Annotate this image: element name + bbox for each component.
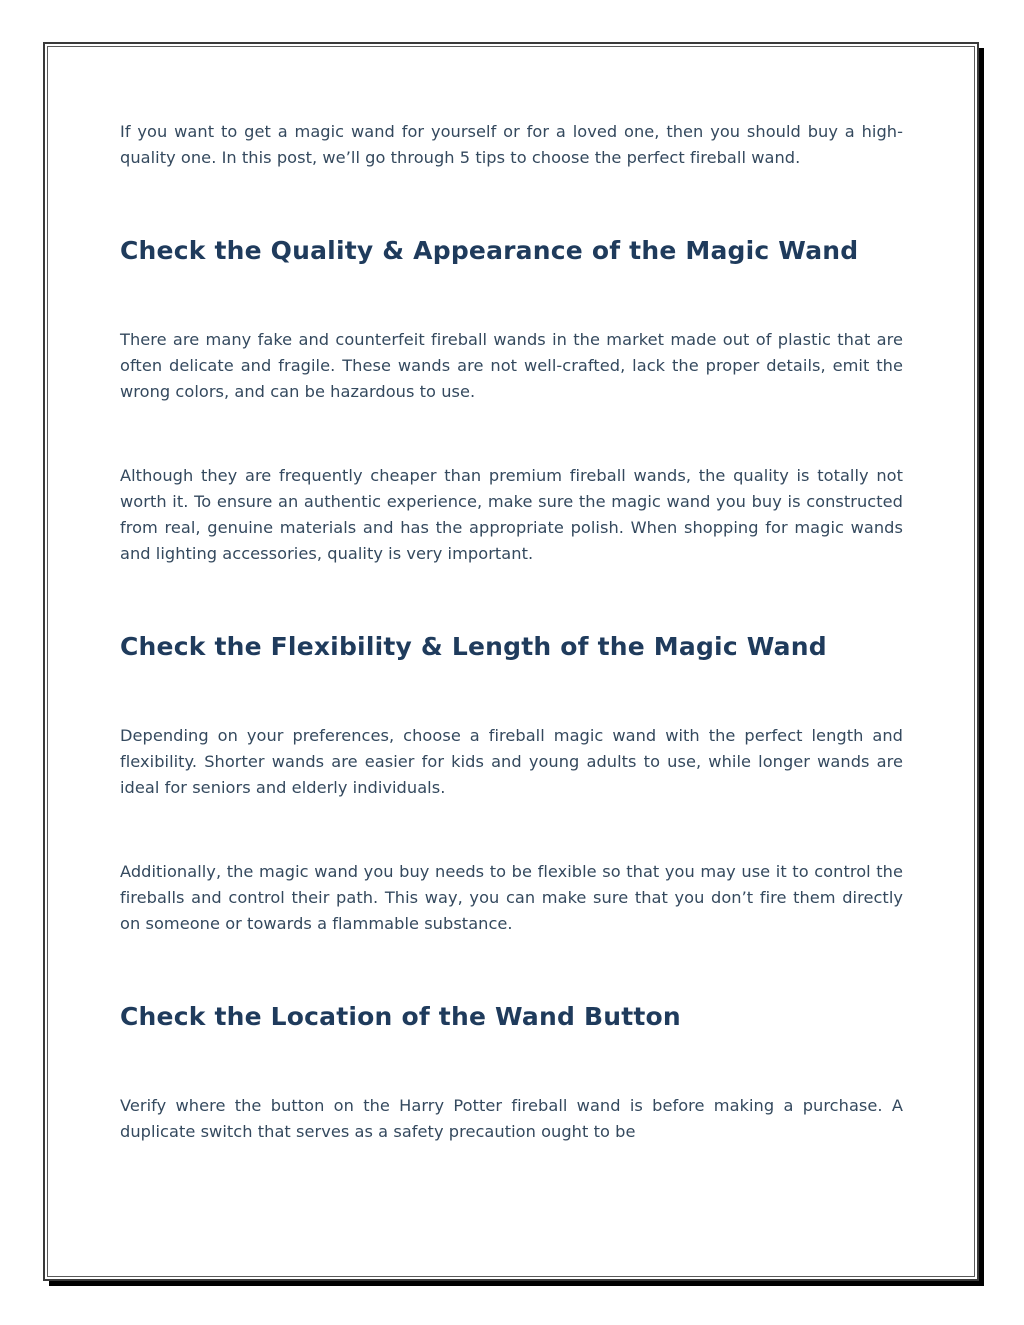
flexibility-paragraph-1: Depending on your preferences, choose a fireball magic wand with the perfect length and flexibility. Shorter wands are easier for kids and young adults to use, while longer wands are ideal for seniors and elderly individuals. [120, 726, 903, 797]
section-heading-quality: Check the Quality & Appearance of the Magic Wand [120, 236, 859, 265]
intro-paragraph: If you want to get a magic wand for yourself or for a loved one, then you should buy a high-quality one. In this post, we’ll go through 5 tips to choose the perfect fireball wand. [120, 122, 903, 167]
section-heading-flexibility: Check the Flexibility & Length of the Magic Wand [120, 632, 827, 661]
quality-paragraph-1: There are many fake and counterfeit fireball wands in the market made out of plastic that are often delicate and fragile. These wands are not well-crafted, lack the proper details, emit the wrong colors, and can be hazardous to use. [120, 330, 903, 401]
quality-paragraph-2: Although they are frequently cheaper than premium fireball wands, the quality is totally not worth it. To ensure an authentic experience, make sure the magic wand you buy is constructed from real, genuine materials and has the appropriate polish. When shopping for magic wands and lighting accessories, quality is very important. [120, 466, 903, 563]
document-content [120, 119, 903, 1145]
button-location-paragraph-1: Verify where the button on the Harry Potter fireball wand is before making a purchase. A duplicate switch that serves as a safety precaution ought to be [120, 1096, 903, 1141]
section-heading-button-location: Check the Location of the Wand Button [120, 1002, 681, 1031]
flexibility-paragraph-2: Additionally, the magic wand you buy needs to be flexible so that you may use it to control the fireballs and control their path. This way, you can make sure that you don’t fire them directly on someone or towards a flammable substance. [120, 862, 903, 933]
